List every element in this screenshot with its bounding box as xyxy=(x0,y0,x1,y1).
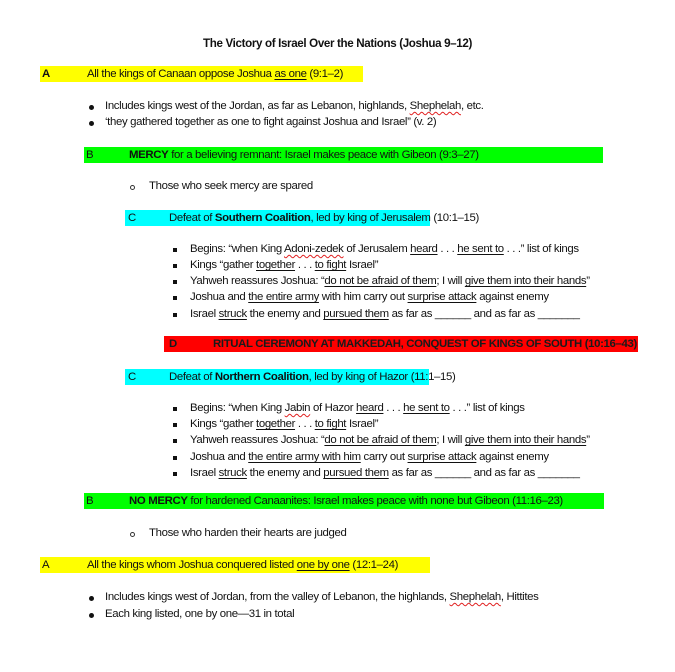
bullet-square-icon xyxy=(173,307,177,323)
document-title: The Victory of Israel Over the Nations (Joshua 9–12) xyxy=(203,37,472,50)
section-letter: B xyxy=(86,149,94,161)
bullet-circle-icon xyxy=(130,179,135,195)
heading-text: Defeat of Northern Coalition, led by king of Hazor (11:1–15) xyxy=(169,371,456,383)
list-item: Includes kings west of Jordan, from the valley of Lebanon, the highlands, Shephelah, Hittites xyxy=(105,591,539,603)
section-letter: A xyxy=(42,559,50,571)
section-d-center-heading xyxy=(164,336,638,352)
section-a-closing-heading xyxy=(40,557,430,573)
section-c-northern-heading xyxy=(125,369,456,385)
section-b-no-mercy-heading xyxy=(84,493,604,509)
list-item: Yahweh reassures Joshua: “do not be afraid of them; I will give them into their hands” xyxy=(190,275,590,287)
list-item: Israel struck the enemy and pursued them as far as ______ and as far as _______ xyxy=(190,308,580,320)
bullet-square-icon xyxy=(173,274,177,290)
bullet-dot-icon xyxy=(89,115,94,131)
list-item: ‘they gathered together as one to fight against Joshua and Israel” (v. 2) xyxy=(105,116,437,128)
spellcheck-flagged-word[interactable]: Jabin xyxy=(284,402,311,414)
section-letter: C xyxy=(128,212,136,224)
list-item: Kings “gather together . . . to fight Israel” xyxy=(190,418,379,430)
list-item: Includes kings west of the Jordan, as far as Lebanon, highlands, Shephelah, etc. xyxy=(105,100,484,112)
bullet-dot-icon xyxy=(89,607,94,623)
section-letter: C xyxy=(128,371,136,383)
list-item: Joshua and the entire army with him carry out surprise attack against enemy xyxy=(190,451,549,463)
spellcheck-flagged-word[interactable]: Shephelah xyxy=(449,591,501,603)
list-item: Yahweh reassures Joshua: “do not be afraid of them; I will give them into their hands” xyxy=(190,434,590,446)
heading-text: MERCY for a believing remnant: Israel makes peace with Gibeon (9:3–27) xyxy=(129,149,479,161)
bullet-square-icon xyxy=(173,290,177,306)
list-item: Kings “gather together . . . to fight Israel” xyxy=(190,259,379,271)
list-item: Begins: “when King Adoni-zedek of Jerusalem heard . . . he sent to . . .” list of kings xyxy=(190,243,579,255)
bullet-dot-icon xyxy=(89,99,94,115)
list-item: Israel struck the enemy and pursued them as far as ______ and as far as _______ xyxy=(190,467,580,479)
list-item: Begins: “when King Jabin of Hazor heard . . . he sent to . . .” list of kings xyxy=(190,402,525,414)
spellcheck-flagged-word[interactable]: Shephelah xyxy=(409,100,461,112)
section-letter: D xyxy=(169,338,177,350)
bullet-square-icon xyxy=(173,417,177,433)
heading-text: NO MERCY for hardened Canaanites: Israel makes peace with none but Gibeon (11:16–23) xyxy=(129,495,563,507)
bullet-square-icon xyxy=(173,450,177,466)
list-item: Those who seek mercy are spared xyxy=(149,180,313,192)
bullet-square-icon xyxy=(173,401,177,417)
heading-text: All the kings of Canaan oppose Joshua as one (9:1–2) xyxy=(87,68,344,80)
bullet-square-icon xyxy=(173,242,177,258)
bullet-square-icon xyxy=(173,466,177,482)
list-item: Each king listed, one by one—31 in total xyxy=(105,608,295,620)
list-item: Those who harden their hearts are judged xyxy=(149,527,347,539)
section-letter: B xyxy=(86,495,94,507)
bullet-square-icon xyxy=(173,433,177,449)
spellcheck-flagged-word[interactable]: Adoni-zedek xyxy=(284,243,344,255)
section-c-southern-heading xyxy=(125,210,479,226)
heading-text: Defeat of Southern Coalition, led by king of Jerusalem (10:1–15) xyxy=(169,212,479,224)
bullet-circle-icon xyxy=(130,526,135,542)
list-item: Joshua and the entire army with him carry out surprise attack against enemy xyxy=(190,291,549,303)
section-b-mercy-heading xyxy=(84,147,603,163)
heading-text: All the kings whom Joshua conquered listed one by one (12:1–24) xyxy=(87,559,399,571)
heading-text: RITUAL CEREMONY AT MAKKEDAH, CONQUEST OF KINGS OF SOUTH (10:16–43) xyxy=(213,338,637,350)
section-letter: A xyxy=(42,68,50,80)
bullet-dot-icon xyxy=(89,590,94,606)
bullet-square-icon xyxy=(173,258,177,274)
section-a-opening-heading xyxy=(40,66,363,82)
